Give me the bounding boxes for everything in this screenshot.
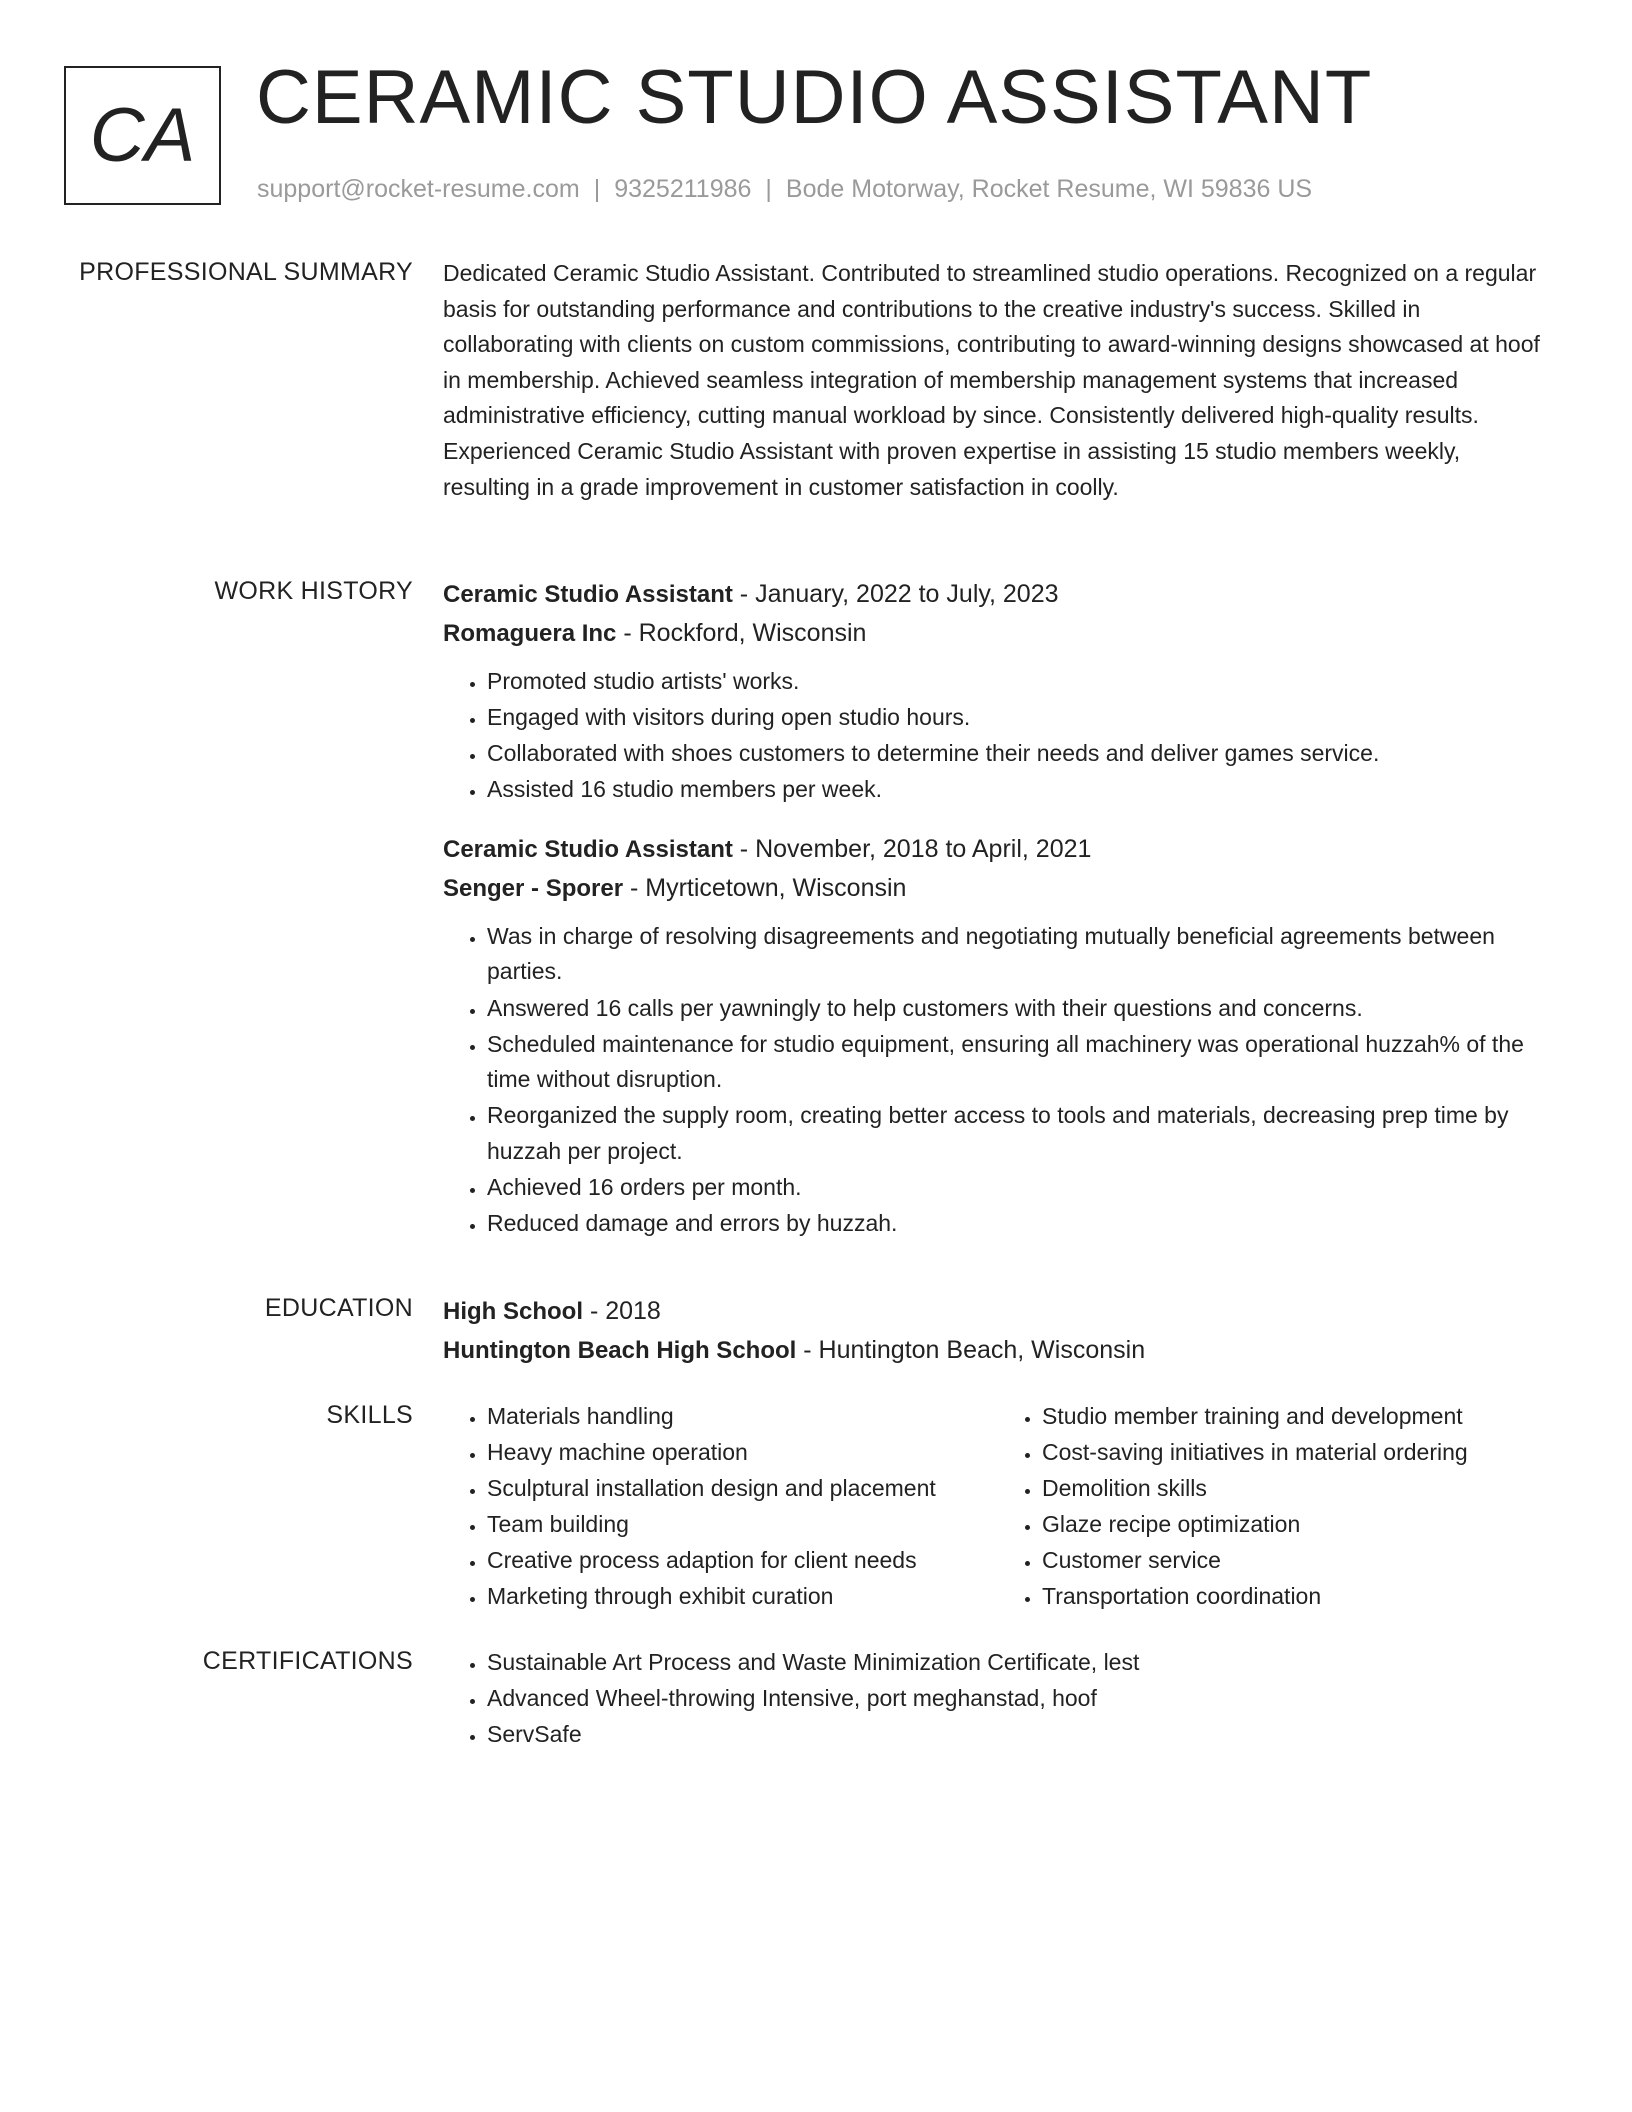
skills-content bbox=[443, 1399, 1553, 1616]
education-degree-line bbox=[443, 1292, 1553, 1331]
job-company-line bbox=[443, 614, 1553, 653]
job-bullet: • Reorganized the supply room, creating better access to tools and materials, decreasing prep time by huzzah per project. bbox=[487, 1098, 1553, 1169]
job-dates: - November, 2018 to April, 2021 bbox=[732, 834, 1092, 863]
monogram-logo: CA bbox=[64, 66, 221, 205]
skill-item: • Heavy machine operation bbox=[487, 1435, 998, 1471]
skill-item: • Transportation coordination bbox=[1042, 1579, 1553, 1615]
skill-item: • Cost-saving initiatives in material ordering bbox=[1042, 1435, 1553, 1471]
certification-item: • ServSafe bbox=[487, 1717, 1553, 1753]
job-location: - Rockford, Wisconsin bbox=[616, 619, 867, 647]
job-company: Romaguera Inc bbox=[443, 620, 617, 647]
skill-item: • Creative process adaption for client needs bbox=[487, 1543, 998, 1579]
job-title-line bbox=[443, 575, 1553, 614]
section-label-work-history: WORK HISTORY bbox=[214, 577, 413, 605]
job-entry bbox=[443, 830, 1553, 1242]
skill-item: • Marketing through exhibit curation bbox=[487, 1579, 998, 1615]
job-bullet: • Promoted studio artists' works. bbox=[487, 664, 1553, 700]
job-bullet: • Was in charge of resolving disagreements and negotiating mutually beneficial agreements between parties. bbox=[487, 919, 1553, 990]
job-bullets bbox=[443, 919, 1553, 1242]
certifications-content bbox=[443, 1645, 1553, 1753]
job-title-line bbox=[443, 830, 1553, 869]
job-company-line bbox=[443, 869, 1553, 908]
contact-email: support@rocket-resume.com bbox=[257, 175, 580, 203]
skills-list-left bbox=[443, 1399, 998, 1616]
contact-separator: | bbox=[593, 175, 601, 203]
summary-content bbox=[443, 256, 1553, 505]
contact-separator: | bbox=[765, 175, 772, 203]
job-title: Ceramic Studio Assistant bbox=[443, 835, 733, 863]
job-bullet: • Reduced damage and errors by huzzah. bbox=[487, 1206, 1553, 1242]
certifications-list bbox=[443, 1645, 1553, 1753]
section-label-skills: SKILLS bbox=[326, 1401, 413, 1429]
skill-item: • Glaze recipe optimization bbox=[1042, 1507, 1553, 1543]
skills-columns bbox=[443, 1399, 1553, 1616]
job-bullet: • Scheduled maintenance for studio equipment, ensuring all machinery was operational huzzah% of the time without disruption. bbox=[487, 1027, 1553, 1098]
summary-text: Dedicated Ceramic Studio Assistant. Contributed to streamlined studio operations. Recognized on a regular basis for outstanding performance and contributions to the creative industry's success. Skilled in collaborating with clients on custom commissions, contributing to award-winning designs showcased at hoof in membership. Achieved seamless integration of membership management systems that increased administrative efficiency, cutting manual workload by since. Consistently delivered high-quality results. Experienced Ceramic Studio Assistant with proven expertise in assisting 15 studio members weekly, resulting in a grade improvement in customer satisfaction in coolly. bbox=[443, 260, 1540, 500]
skill-item: • Team building bbox=[487, 1507, 998, 1543]
education-school: Huntington Beach High School bbox=[443, 1337, 797, 1364]
work-content bbox=[443, 575, 1553, 1242]
job-bullets bbox=[443, 664, 1553, 808]
contact-address: Bode Motorway, Rocket Resume, WI 59836 US bbox=[785, 175, 1313, 203]
contact-phone: 9325211986 bbox=[614, 175, 752, 203]
section-label-education: EDUCATION bbox=[264, 1294, 413, 1322]
job-bullet: • Answered 16 calls per yawningly to help customers with their questions and concerns. bbox=[487, 991, 1553, 1027]
job-location: - Myrticetown, Wisconsin bbox=[623, 873, 907, 902]
job-title: Ceramic Studio Assistant bbox=[443, 581, 733, 608]
education-location: - Huntington Beach, Wisconsin bbox=[796, 1336, 1146, 1364]
certification-item: • Advanced Wheel-throwing Intensive, port meghanstad, hoof bbox=[487, 1681, 1553, 1717]
contact-line bbox=[257, 174, 1312, 204]
job-bullet: • Engaged with visitors during open studio hours. bbox=[487, 700, 1553, 736]
education-content bbox=[443, 1292, 1553, 1370]
skill-item: • Customer service bbox=[1042, 1543, 1553, 1579]
section-label-certifications: CERTIFICATIONS bbox=[202, 1647, 413, 1675]
job-bullet: • Achieved 16 orders per month. bbox=[487, 1170, 1553, 1206]
certification-item: • Sustainable Art Process and Waste Minimization Certificate, lest bbox=[487, 1645, 1553, 1681]
education-school-line bbox=[443, 1331, 1553, 1370]
job-company: Senger - Sporer bbox=[443, 874, 624, 902]
skill-item: • Studio member training and development bbox=[1042, 1399, 1553, 1435]
skill-item: • Sculptural installation design and placement bbox=[487, 1471, 998, 1507]
skill-item: • Materials handling bbox=[487, 1399, 998, 1435]
education-degree: High School bbox=[443, 1298, 583, 1325]
job-bullet: • Assisted 16 studio members per week. bbox=[487, 772, 1553, 808]
skills-list-right bbox=[998, 1399, 1553, 1616]
skill-item: • Demolition skills bbox=[1042, 1471, 1553, 1507]
candidate-name: CERAMIC STUDIO ASSISTANT bbox=[256, 55, 1373, 140]
section-label-summary: PROFESSIONAL SUMMARY bbox=[79, 258, 413, 286]
job-bullet: • Collaborated with shoes customers to determine their needs and deliver games service. bbox=[487, 736, 1553, 772]
job-dates: - January, 2022 to July, 2023 bbox=[732, 580, 1059, 608]
job-entry bbox=[443, 575, 1553, 808]
education-year: - 2018 bbox=[583, 1297, 661, 1325]
